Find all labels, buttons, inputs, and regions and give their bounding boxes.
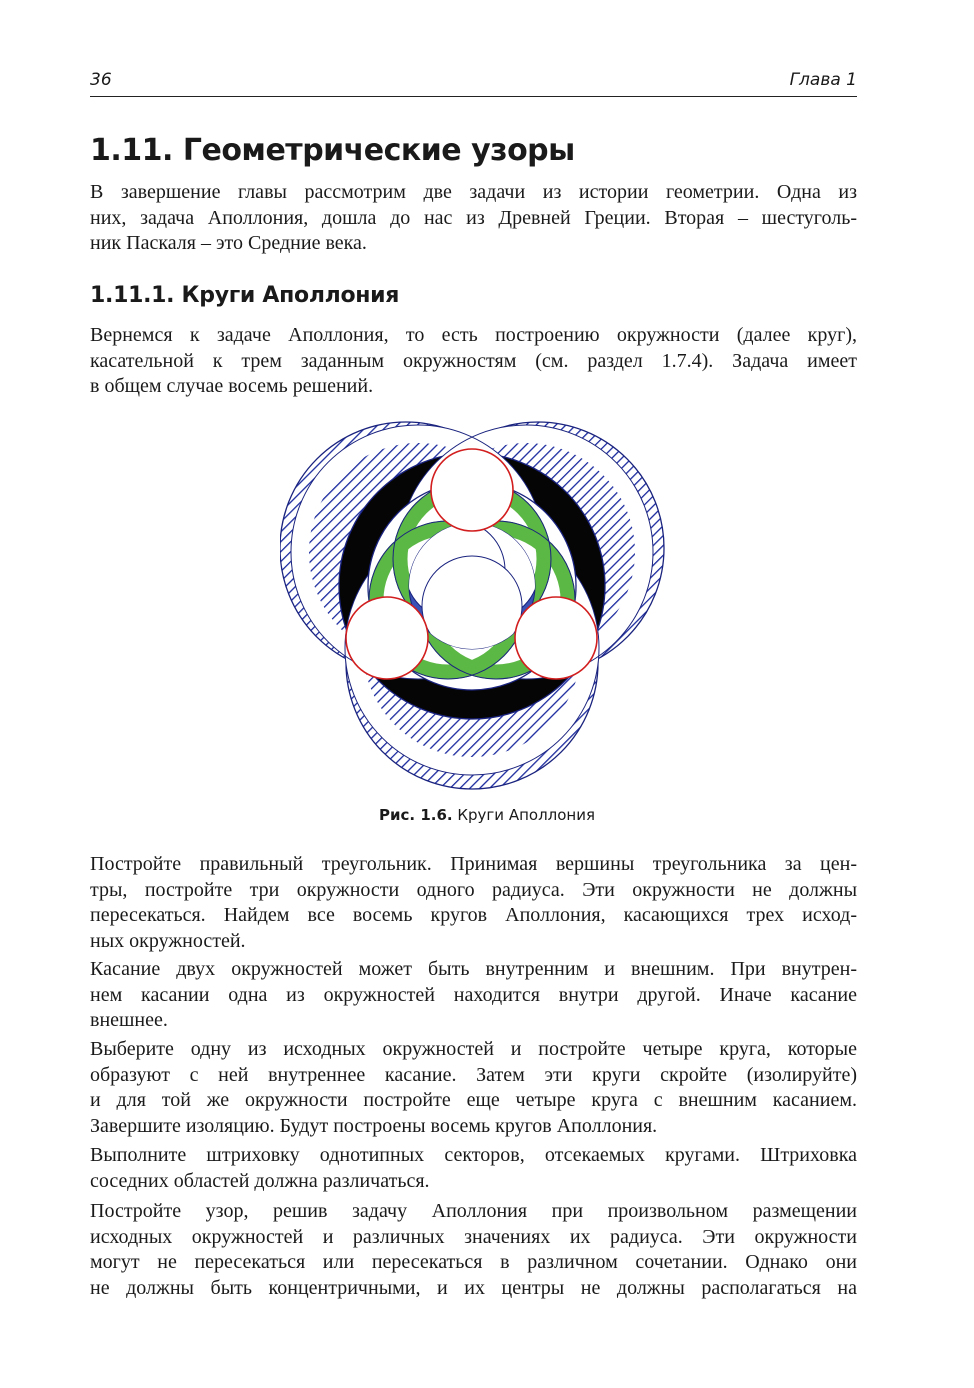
body-paragraph [90, 852, 857, 954]
text-line: нем касании одна из окружностей находится внутри другой. Иначе касание [90, 983, 857, 1006]
text-line: Касание двух окружностей может быть внутренним и внешним. При внутрен- [90, 958, 857, 980]
body-paragraph [90, 1199, 857, 1301]
red-circle-left [346, 597, 428, 679]
text-line: соседних областей должна различаться. [90, 1169, 430, 1192]
caption-label: Рис. 1.6. [379, 806, 453, 824]
text-line: и для той же окружности постройте еще четыре круга с внешним касанием. [90, 1089, 857, 1111]
text-line: них, задача Аполлония, дошла до нас из Древней Греции. Вторая – шестуголь- [90, 206, 857, 229]
text-line: образуют с ней внутреннее касание. Затем эти круги скройте (изолируйте) [90, 1063, 857, 1086]
body-paragraph [90, 1037, 857, 1139]
page-number: 36 [90, 70, 112, 90]
text-line: касательной к трем заданным окружностям (см. раздел 1.7.4). Задача имеет [90, 349, 857, 372]
subsection-intro-paragraph [90, 323, 857, 400]
text-line: ных окружностей. [90, 929, 246, 952]
running-header [90, 68, 857, 97]
figure-caption [0, 806, 974, 824]
text-line: Постройте узор, решив задачу Аполлония при произвольном размещении [90, 1200, 857, 1222]
section-title: 1.11. Геометрические узоры [90, 133, 575, 168]
text-line: могут не пересекаться или пересекаться в различном сочетании. Однако они [90, 1251, 857, 1273]
text-line: исходных окружностей и различных значениях их радиуса. Эти окружности [90, 1225, 857, 1248]
text-line: Постройте правильный треугольник. Принимая вершины треугольника за цен- [90, 853, 857, 875]
body-paragraph [90, 957, 857, 1034]
text-line: тры, постройте три окружности одного радиуса. Эти окружности не должны [90, 878, 857, 901]
text-line: Вернемся к задаче Аполлония, то есть построению окружности (далее круг), [90, 324, 857, 346]
text-line: Завершите изоляцию. Будут построены восемь кругов Аполлония. [90, 1114, 658, 1137]
text-line: пересекаться. Найдем все восемь кругов Аполлония, касающихся трех исход- [90, 904, 857, 926]
section-intro-paragraph [90, 180, 857, 257]
apollonius-circles-figure [280, 420, 666, 792]
text-line: не должны быть концентричными, и их центры не должны располагаться на [90, 1276, 857, 1299]
text-line: внешнее. [90, 1009, 168, 1031]
body-paragraph [90, 1143, 857, 1194]
caption-text: Круги Аполлония [457, 806, 595, 824]
subsection-title: 1.11.1. Круги Аполлония [90, 283, 400, 308]
red-circle-top [431, 449, 513, 531]
red-circle-right [515, 597, 597, 679]
text-line: Выберите одну из исходных окружностей и постройте четыре круга, которые [90, 1038, 857, 1060]
text-line: в общем случае восемь решений. [90, 375, 374, 397]
text-line: В завершение главы рассмотрим две задачи из истории геометрии. Одна из [90, 181, 857, 203]
text-line: ник Паскаля – это Средние века. [90, 232, 367, 254]
chapter-label: Глава 1 [789, 70, 857, 90]
text-line: Выполните штриховку однотипных секторов, отсекаемых кругами. Штриховка [90, 1144, 857, 1166]
